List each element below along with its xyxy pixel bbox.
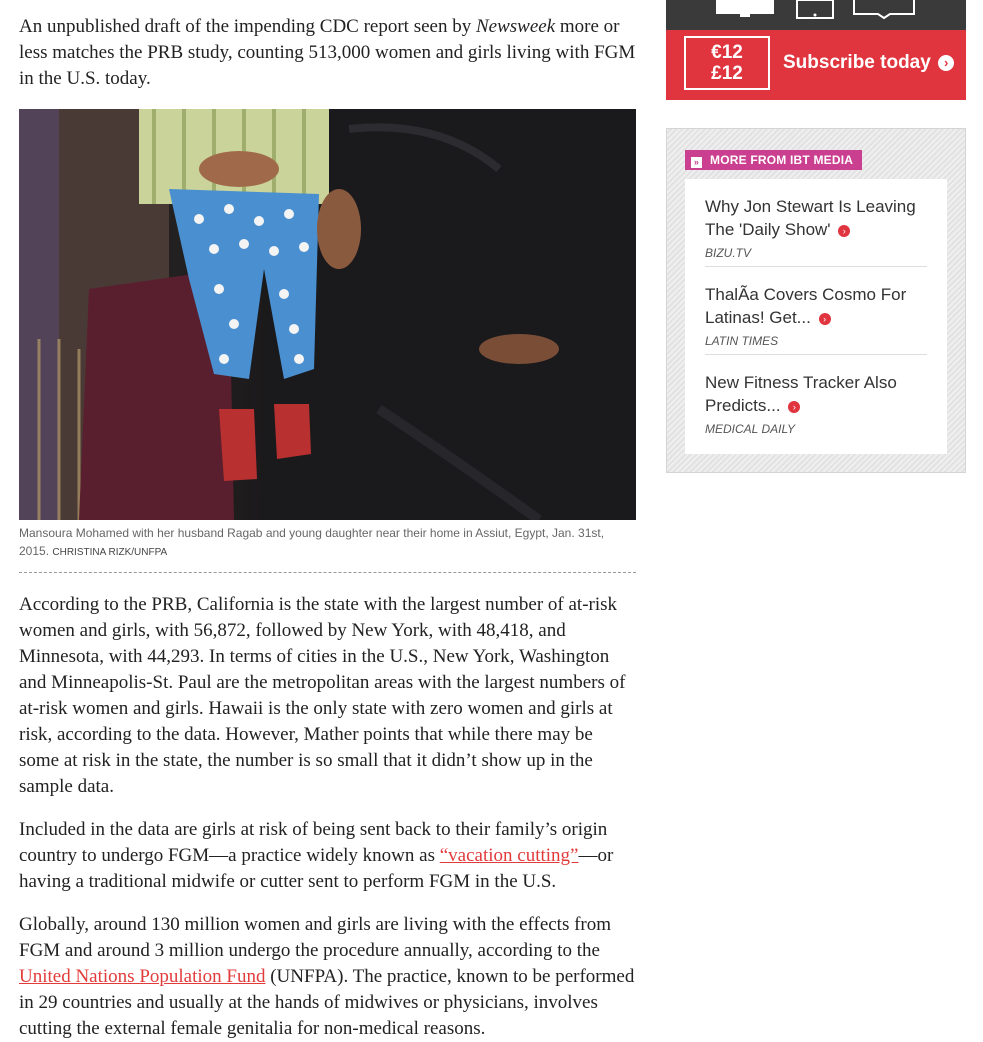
item-source: LATIN TIMES <box>705 334 779 348</box>
chevron-right-icon: › <box>819 313 831 325</box>
photo-caption: Mansoura Mohamed with her husband Ragab and young daughter near their home in Assiut, Egypt, Jan. 31st, 2015. CHRISTINA RIZK/UNFPA <box>19 524 636 573</box>
more-list <box>685 179 947 454</box>
subscribe-promo[interactable] <box>666 0 966 100</box>
price-box <box>684 36 770 90</box>
unfpa-link[interactable]: United Nations Population Fund <box>19 966 266 987</box>
more-from-ibt-widget <box>666 128 966 473</box>
chevron-right-icon: › <box>938 55 954 71</box>
article-photo <box>19 109 636 520</box>
article-paragraph: An unpublished draft of the impending CDC report seen by Newsweek more or less matches the PRB study, counting 513,000 women and girls living with FGM in the U.S. today. <box>19 16 636 89</box>
chevron-right-icon: › <box>788 401 800 413</box>
subscribe-banner[interactable] <box>666 30 966 100</box>
device-icons <box>666 0 966 30</box>
item-source: BIZU.TV <box>705 246 752 260</box>
article-paragraph: Included in the data are girls at risk of being sent back to their family’s origin country to undergo FGM—a practice widely known as “vacation cutting”—or having a traditional midwife or cutter sent to perform FGM in the U.S. <box>19 819 614 892</box>
vacation-cutting-link[interactable]: “vacation cutting” <box>439 845 579 866</box>
article-paragraph: Globally, around 130 million women and girls are living with the effects from FGM and around 3 million undergo the procedure annually, according to the United Nations Population Fund (UNFPA). The practice, known to be performed in 29 countries and usually at the hands of midwives or physicians, involves cutting the external female genitalia for non-medical reasons. <box>19 914 635 1039</box>
subscribe-button[interactable]: Subscribe today › <box>783 52 954 74</box>
more-item-link[interactable]: New Fitness Tracker Also Predicts... › <box>705 373 897 415</box>
publication-name: Newsweek <box>475 16 556 37</box>
double-chevron-icon: » <box>691 157 702 168</box>
price-eur: €12 <box>711 42 743 63</box>
devices-icon <box>666 0 966 30</box>
list-item <box>705 179 927 267</box>
photo-illustration <box>19 109 636 520</box>
list-item <box>705 267 927 355</box>
list-item <box>705 355 927 443</box>
more-from-badge: » MORE FROM IBT MEDIA <box>685 150 862 170</box>
more-item-link[interactable]: Why Jon Stewart Is Leaving The 'Daily Show' › <box>705 197 916 239</box>
article-paragraph: According to the PRB, California is the state with the largest number of at-risk women and girls, with 56,872, followed by New York, with 48,418, and Minnesota, with 44,293. In terms of cities in the U.S., New York, Washington and Minneapolis-St. Paul are the metropolitan areas with the largest numbers of at-risk women and girls. Hawaii is the only state with zero women and girls at risk, according to the data. However, Mather points that while there may be some at risk in the state, the number is so small that it didn’t show up in the sample data. <box>19 594 626 797</box>
price-gbp: £12 <box>711 63 743 84</box>
more-item-link[interactable]: ThalÃa Covers Cosmo For Latinas! Get... › <box>705 285 907 327</box>
item-source: MEDICAL DAILY <box>705 422 796 436</box>
photo-credit: CHRISTINA RIZK/UNFPA <box>52 547 168 558</box>
chevron-right-icon: › <box>838 225 850 237</box>
article-body <box>19 14 636 1042</box>
